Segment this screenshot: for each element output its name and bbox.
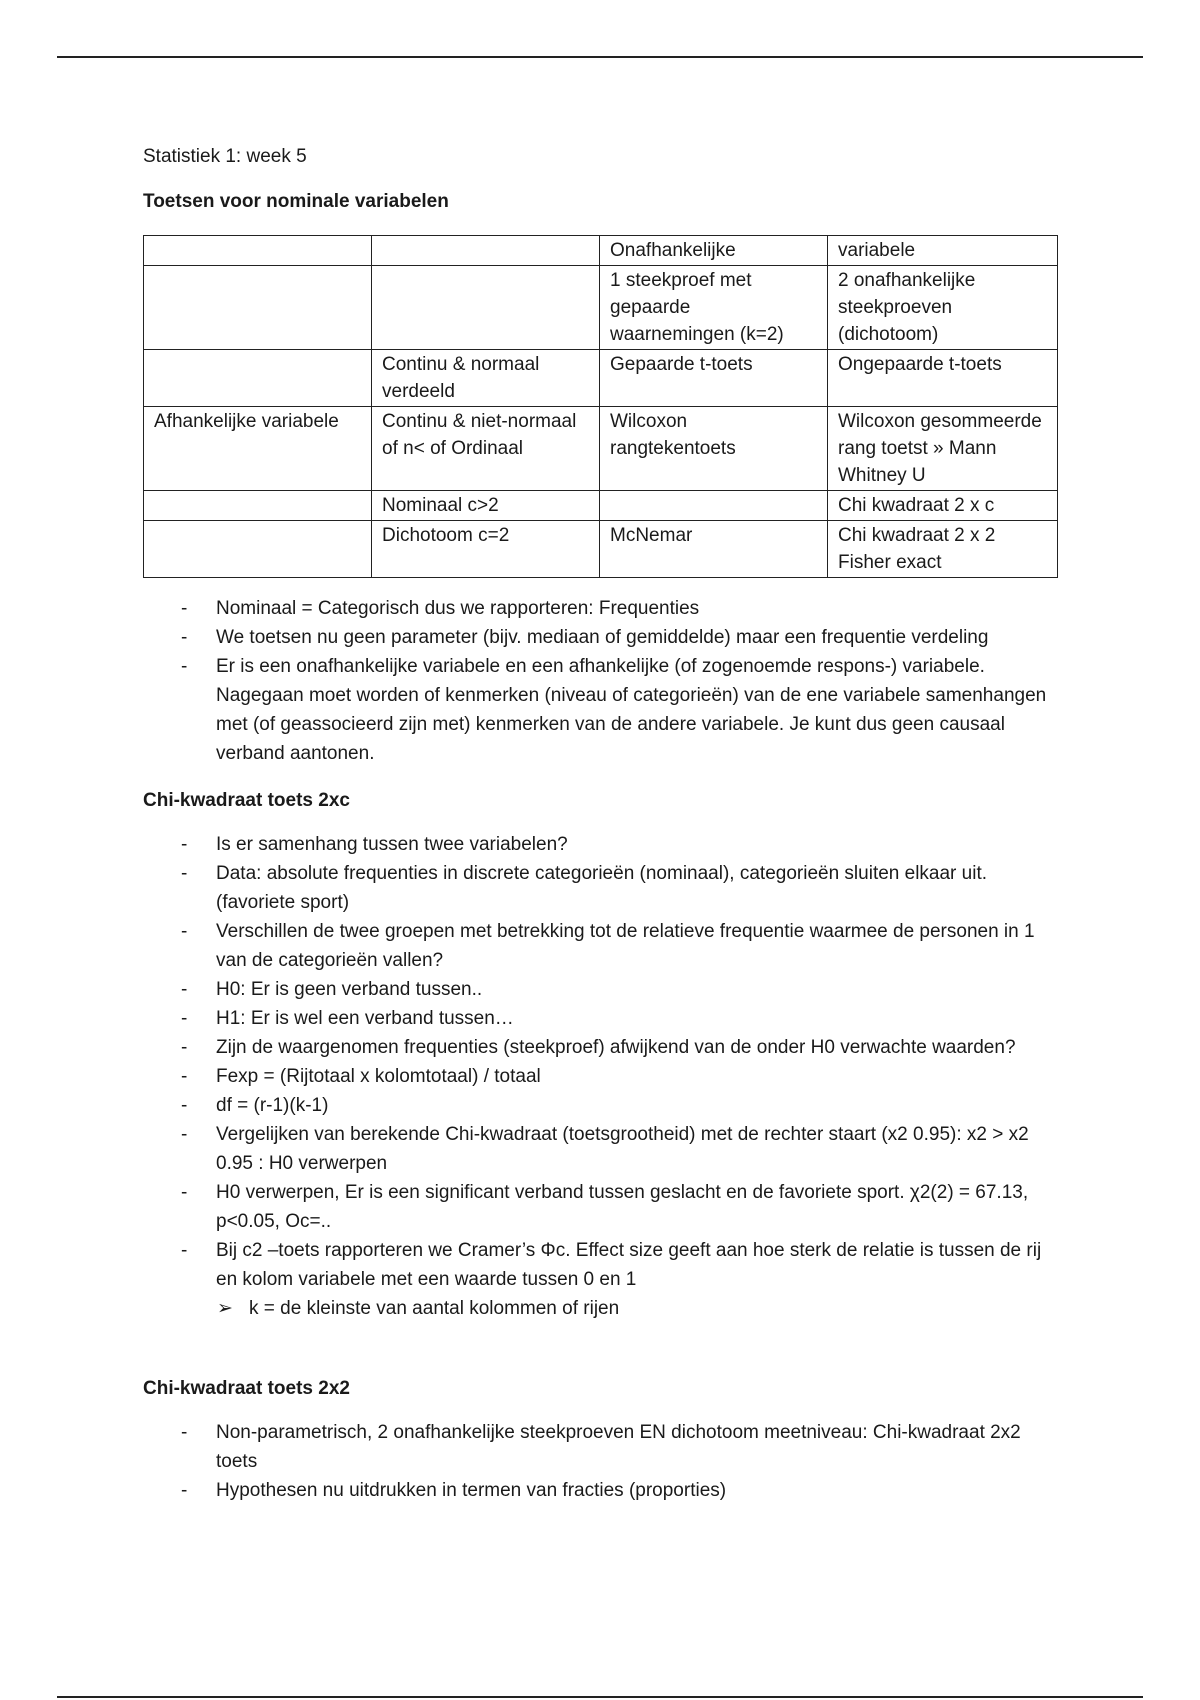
document-title: Statistiek 1: week 5 bbox=[143, 146, 307, 167]
list-item: - Er is een onafhankelijke variabele en een afhankelijke (of zogenoemde respons-) variabele. Nagegaan moet worden of kenmerken (niveau of categorieën) van de ene variabele samenhangen met (of geassocieerd zijn met) kenmerken van de andere variabele. Je kunt dus geen causaal verband aantonen. bbox=[143, 652, 1063, 768]
table-cell bbox=[600, 491, 828, 521]
chi-2x2-list bbox=[143, 1418, 1063, 1505]
heading-chi-2xc: Chi-kwadraat toets 2xc bbox=[143, 790, 350, 811]
table-cell: Ongepaarde t-toets bbox=[828, 350, 1058, 407]
table-row bbox=[144, 491, 1058, 521]
list-item: - Fexp = (Rijtotaal x kolomtotaal) / totaal bbox=[143, 1062, 1063, 1091]
table-row bbox=[144, 266, 1058, 350]
list-item: - Verschillen de twee groepen met betrekking tot de relatieve frequentie waarmee de personen in 1 van de categorieën vallen? bbox=[143, 917, 1063, 975]
list-item: - Zijn de waargenomen frequenties (steekproef) afwijkend van de onder H0 verwachte waarden? bbox=[143, 1033, 1063, 1062]
heading-toetsen: Toetsen voor nominale variabelen bbox=[143, 191, 449, 212]
table-cell: 1 steekproef met gepaarde waarnemingen (k=2) bbox=[600, 266, 828, 350]
table-cell: Gepaarde t-toets bbox=[600, 350, 828, 407]
table-row bbox=[144, 407, 1058, 491]
table-cell: Onafhankelijke bbox=[600, 236, 828, 266]
table-cell: Continu & normaal verdeeld bbox=[372, 350, 600, 407]
list-item: - Data: absolute frequenties in discrete categorieën (nominaal), categorieën sluiten elkaar uit. (favoriete sport) bbox=[143, 859, 1063, 917]
table-cell: Wilcoxon rangtekentoets bbox=[600, 407, 828, 491]
list-item: - Non-parametrisch, 2 onafhankelijke steekproeven EN dichotoom meetniveau: Chi-kwadraat 2x2 toets bbox=[143, 1418, 1063, 1476]
sub-bullet bbox=[143, 1294, 1063, 1323]
sub-bullet-text: k = de kleinste van aantal kolommen of rijen bbox=[249, 1298, 620, 1319]
table-cell: variabele bbox=[828, 236, 1058, 266]
table-cell: Dichotoom c=2 bbox=[372, 521, 600, 578]
test-overview-table bbox=[143, 235, 1058, 578]
list-item: - We toetsen nu geen parameter (bijv. mediaan of gemiddelde) maar een frequentie verdeling bbox=[143, 623, 1063, 652]
table-cell: Continu & niet-normaal of n< of Ordinaal bbox=[372, 407, 600, 491]
list-item: - Vergelijken van berekende Chi-kwadraat (toetsgrootheid) met de rechter staart (x2 0.95): x2 > x2 0.95 : H0 verwerpen bbox=[143, 1120, 1063, 1178]
table-cell: Wilcoxon gesommeerde rang toetst » Mann Whitney U bbox=[828, 407, 1058, 491]
list-item: - Nominaal = Categorisch dus we rapporteren: Frequenties bbox=[143, 594, 1063, 623]
list-item: - H0: Er is geen verband tussen.. bbox=[143, 975, 1063, 1004]
table-cell: Chi kwadraat 2 x 2 Fisher exact bbox=[828, 521, 1058, 578]
table-cell bbox=[372, 266, 600, 350]
table-cell: McNemar bbox=[600, 521, 828, 578]
chi-2xc-list bbox=[143, 830, 1063, 1323]
table-cell bbox=[144, 350, 372, 407]
table-row bbox=[144, 236, 1058, 266]
table-cell: Chi kwadraat 2 x c bbox=[828, 491, 1058, 521]
list-item: - Is er samenhang tussen twee variabelen? bbox=[143, 830, 1063, 859]
table-cell: Nominaal c>2 bbox=[372, 491, 600, 521]
list-item: - Bij c2 –toets rapporteren we Cramer’s Φc. Effect size geeft aan hoe sterk de relatie is tussen de rij en kolom variabele met een waarde tussen 0 en 1 bbox=[143, 1236, 1063, 1294]
table-cell: 2 onafhankelijke steekproeven (dichotoom) bbox=[828, 266, 1058, 350]
heading-chi-2x2: Chi-kwadraat toets 2x2 bbox=[143, 1378, 350, 1399]
table-cell bbox=[144, 266, 372, 350]
table-row bbox=[144, 521, 1058, 578]
arrow-bullet-icon: ➢ bbox=[217, 1298, 233, 1319]
list-item: - Hypothesen nu uitdrukken in termen van fracties (proporties) bbox=[143, 1476, 1063, 1505]
list-item: - df = (r-1)(k-1) bbox=[143, 1091, 1063, 1120]
list-item: - H1: Er is wel een verband tussen… bbox=[143, 1004, 1063, 1033]
top-rule bbox=[57, 56, 1143, 58]
table-cell bbox=[144, 491, 372, 521]
table-cell bbox=[144, 521, 372, 578]
table-cell bbox=[372, 236, 600, 266]
list-item: - H0 verwerpen, Er is een significant verband tussen geslacht en de favoriete sport. χ2(2) = 67.13, p<0.05, Oc=.. bbox=[143, 1178, 1063, 1236]
table-cell bbox=[144, 236, 372, 266]
bottom-rule bbox=[57, 1696, 1143, 1698]
intro-list bbox=[143, 594, 1063, 768]
table-cell: Afhankelijke variabele bbox=[144, 407, 372, 491]
table-row bbox=[144, 350, 1058, 407]
